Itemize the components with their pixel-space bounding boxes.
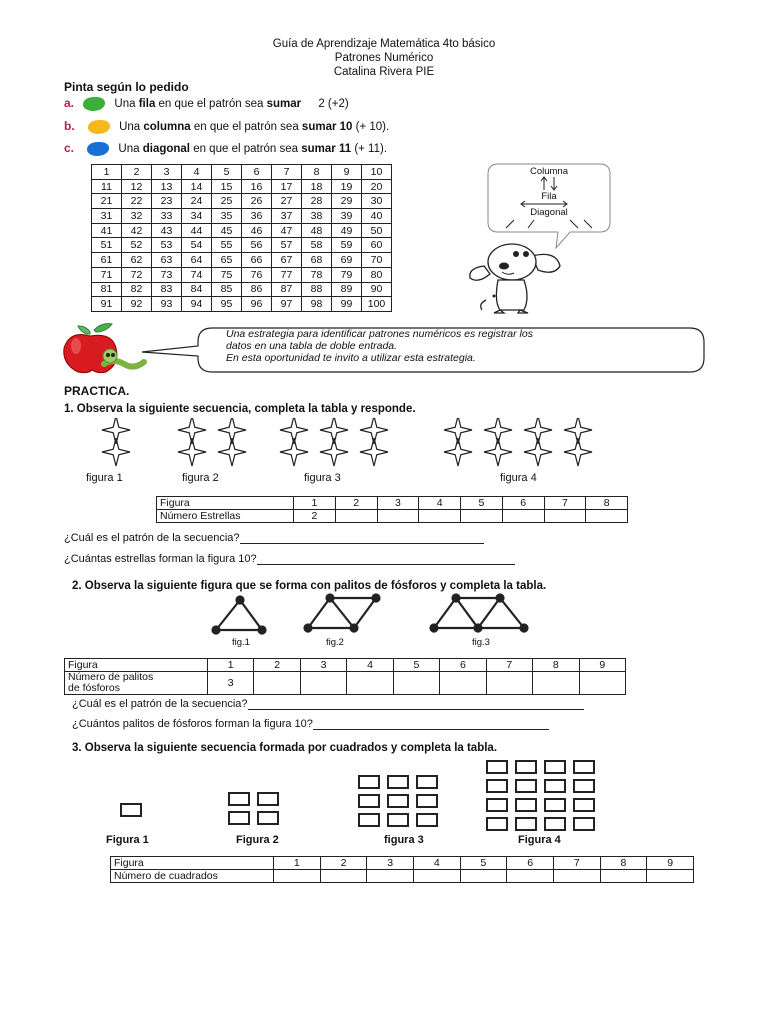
star-sequence xyxy=(96,418,596,468)
grid-cell[interactable]: 27 xyxy=(272,194,302,209)
ex3-title: 3. Observa la siguiente secuencia formada por cuadrados y completa la tabla. xyxy=(72,742,498,754)
grid-cell[interactable]: 71 xyxy=(92,267,122,282)
square-icon xyxy=(387,794,409,808)
grid-cell[interactable]: 13 xyxy=(152,179,182,194)
ex2-title: 2. Observa la siguiente figura que se forma con palitos de fósforos y completa la tabla. xyxy=(72,580,547,592)
paint-item-b: b. Una columna en que el patrón sea sumar 10 (+ 10). xyxy=(64,119,390,133)
grid-cell[interactable]: 29 xyxy=(332,194,362,209)
grid-cell[interactable]: 20 xyxy=(362,179,392,194)
paint-title: Pinta según lo pedido xyxy=(64,80,189,94)
grid-cell[interactable]: 23 xyxy=(152,194,182,209)
ex1-fig4-label: figura 4 xyxy=(500,472,537,484)
grid-cell[interactable]: 16 xyxy=(242,179,272,194)
ex1-fig3-label: figura 3 xyxy=(304,472,341,484)
square-icon xyxy=(515,779,537,793)
grid-cell[interactable]: 58 xyxy=(302,238,332,253)
grid-cell[interactable]: 8 xyxy=(302,165,332,180)
grid-cell[interactable]: 28 xyxy=(302,194,332,209)
grid-cell[interactable]: 31 xyxy=(92,209,122,224)
practica-title: PRACTICA. xyxy=(64,384,130,398)
grid-cell[interactable]: 3 xyxy=(152,165,182,180)
grid-cell[interactable]: 12 xyxy=(122,179,152,194)
grid-cell[interactable]: 98 xyxy=(302,297,332,312)
square-icon xyxy=(358,794,380,808)
ex1-title: 1. Observa la siguiente secuencia, completa la tabla y responde. xyxy=(64,403,416,415)
ex2-q2: ¿Cuántos palitos de fósforos forman la figura 10? xyxy=(72,718,549,730)
grid-cell[interactable]: 57 xyxy=(272,238,302,253)
square-icon xyxy=(573,760,595,774)
grid-cell[interactable]: 21 xyxy=(92,194,122,209)
grid-cell[interactable]: 69 xyxy=(332,253,362,268)
ex2-q1: ¿Cuál es el patrón de la secuencia? xyxy=(72,698,584,710)
grid-cell[interactable]: 52 xyxy=(122,238,152,253)
grid-cell[interactable]: 61 xyxy=(92,253,122,268)
square-icon xyxy=(515,817,537,831)
grid-cell[interactable]: 30 xyxy=(362,194,392,209)
square-icon xyxy=(228,792,250,806)
grid-cell[interactable]: 42 xyxy=(122,223,152,238)
grid-cell[interactable]: 91 xyxy=(92,297,122,312)
square-icon xyxy=(544,798,566,812)
grid-cell[interactable]: 90 xyxy=(362,282,392,297)
grid-cell[interactable]: 41 xyxy=(92,223,122,238)
grid-cell[interactable]: 18 xyxy=(302,179,332,194)
grid-cell[interactable]: 89 xyxy=(332,282,362,297)
grid-cell[interactable]: 36 xyxy=(242,209,272,224)
square-icon xyxy=(416,775,438,789)
grid-cell[interactable]: 9 xyxy=(332,165,362,180)
grid-cell[interactable]: 78 xyxy=(302,267,332,282)
grid-cell[interactable]: 75 xyxy=(212,267,242,282)
ex1-answer2-line[interactable] xyxy=(257,564,515,565)
grid-cell[interactable]: 85 xyxy=(212,282,242,297)
grid-cell[interactable]: 43 xyxy=(152,223,182,238)
square-icon xyxy=(387,813,409,827)
grid-cell[interactable]: 87 xyxy=(272,282,302,297)
green-paint-icon xyxy=(83,97,105,111)
grid-cell[interactable]: 92 xyxy=(122,297,152,312)
grid-cell[interactable]: 99 xyxy=(332,297,362,312)
grid-cell[interactable]: 56 xyxy=(242,238,272,253)
ex2-answer2-line[interactable] xyxy=(313,729,549,730)
paint-item-c: c. Una diagonal en que el patrón sea sumar 11 (+ 11). xyxy=(64,141,388,155)
grid-cell[interactable]: 44 xyxy=(182,223,212,238)
doc-author: Catalina Rivera PIE xyxy=(333,66,435,78)
grid-cell[interactable]: 96 xyxy=(242,297,272,312)
grid-cell[interactable]: 62 xyxy=(122,253,152,268)
ex2-fig2-label: fig.2 xyxy=(326,637,344,648)
grid-cell[interactable]: 83 xyxy=(152,282,182,297)
square-icon xyxy=(228,811,250,825)
blue-paint-icon xyxy=(87,142,109,156)
square-icon xyxy=(486,760,508,774)
square-icon xyxy=(544,817,566,831)
grid-cell[interactable]: 10 xyxy=(362,165,392,180)
grid-cell[interactable]: 79 xyxy=(332,267,362,282)
label-fila: Fila xyxy=(541,191,557,202)
grid-cell[interactable]: 35 xyxy=(212,209,242,224)
ex3-fig4-label: Figura 4 xyxy=(518,834,561,846)
grid-cell[interactable]: 88 xyxy=(302,282,332,297)
ex1-cell[interactable] xyxy=(335,510,377,523)
grid-cell[interactable]: 82 xyxy=(122,282,152,297)
grid-cell[interactable]: 51 xyxy=(92,238,122,253)
square-icon xyxy=(257,811,279,825)
ex1-fig1-label: figura 1 xyxy=(86,472,123,484)
grid-cell[interactable]: 7 xyxy=(272,165,302,180)
square-icon xyxy=(387,775,409,789)
grid-cell[interactable]: 5 xyxy=(212,165,242,180)
ex2-table: Figura 1 2 3 4 5 6 7 8 9 Número de palitos de fósforos 3 xyxy=(64,658,626,695)
label-columna: Columna xyxy=(529,166,569,177)
hundred-grid xyxy=(91,164,392,312)
grid-cell[interactable]: 77 xyxy=(272,267,302,282)
grid-cell[interactable]: 26 xyxy=(242,194,272,209)
square-icon xyxy=(486,798,508,812)
grid-cell[interactable]: 14 xyxy=(182,179,212,194)
grid-cell[interactable]: 19 xyxy=(332,179,362,194)
grid-cell[interactable]: 24 xyxy=(182,194,212,209)
square-icon xyxy=(358,813,380,827)
ex3-fig2-label: Figura 2 xyxy=(236,834,279,846)
grid-cell[interactable]: 97 xyxy=(272,297,302,312)
square-icon xyxy=(416,813,438,827)
square-icon xyxy=(573,817,595,831)
grid-cell[interactable]: 54 xyxy=(182,238,212,253)
grid-cell[interactable]: 65 xyxy=(212,253,242,268)
grid-cell[interactable]: 76 xyxy=(242,267,272,282)
grid-cell[interactable]: 2 xyxy=(122,165,152,180)
grid-cell[interactable]: 59 xyxy=(332,238,362,253)
grid-cell[interactable]: 73 xyxy=(152,267,182,282)
grid-cell[interactable]: 37 xyxy=(272,209,302,224)
grid-cell[interactable]: 95 xyxy=(212,297,242,312)
square-icon xyxy=(515,798,537,812)
grid-cell[interactable]: 39 xyxy=(332,209,362,224)
grid-cell[interactable]: 74 xyxy=(182,267,212,282)
grid-cell[interactable]: 38 xyxy=(302,209,332,224)
grid-cell[interactable]: 60 xyxy=(362,238,392,253)
doc-title: Guía de Aprendizaje Matemática 4to básico xyxy=(272,38,496,50)
paint-item-a: a. Una fila en que el patrón sea sumar 2 (+2) xyxy=(64,96,349,110)
grid-cell[interactable]: 33 xyxy=(152,209,182,224)
dog-mascot-icon xyxy=(464,236,568,316)
grid-cell[interactable]: 45 xyxy=(212,223,242,238)
square-icon xyxy=(486,779,508,793)
square-icon xyxy=(573,779,595,793)
grid-cell[interactable]: 11 xyxy=(92,179,122,194)
square-icon xyxy=(573,798,595,812)
square-icon xyxy=(120,803,142,817)
grid-cell[interactable]: 93 xyxy=(152,297,182,312)
grid-cell[interactable]: 55 xyxy=(212,238,242,253)
grid-cell[interactable]: 1 xyxy=(92,165,122,180)
grid-cell[interactable]: 66 xyxy=(242,253,272,268)
grid-cell[interactable]: 84 xyxy=(182,282,212,297)
grid-cell[interactable]: 86 xyxy=(242,282,272,297)
matchstick-figures xyxy=(204,588,564,636)
grid-cell[interactable]: 34 xyxy=(182,209,212,224)
square-icon xyxy=(416,794,438,808)
ex2-fig3-label: fig.3 xyxy=(472,637,490,648)
yellow-paint-icon xyxy=(88,120,110,134)
grid-cell[interactable]: 22 xyxy=(122,194,152,209)
ex2-cell[interactable] xyxy=(254,672,300,695)
ex3-fig3-label: figura 3 xyxy=(384,834,424,846)
grid-cell[interactable]: 94 xyxy=(182,297,212,312)
square-icon xyxy=(515,760,537,774)
ex1-fig2-label: figura 2 xyxy=(182,472,219,484)
ex1-q2: ¿Cuántas estrellas forman la figura 10? xyxy=(64,553,515,565)
ex1-answer1-line[interactable] xyxy=(240,543,484,544)
grid-cell[interactable]: 53 xyxy=(152,238,182,253)
grid-cell[interactable]: 49 xyxy=(332,223,362,238)
grid-cell[interactable]: 46 xyxy=(242,223,272,238)
ex2-fig1-label: fig.1 xyxy=(232,637,250,648)
grid-cell[interactable]: 47 xyxy=(272,223,302,238)
grid-cell[interactable]: 64 xyxy=(182,253,212,268)
grid-cell[interactable]: 100 xyxy=(362,297,392,312)
ex3-fig1-label: Figura 1 xyxy=(106,834,149,846)
apple-worm-icon xyxy=(54,320,150,376)
grid-cell[interactable]: 40 xyxy=(362,209,392,224)
strategy-text: Una estrategia para identificar patrones numéricos es registrar los datos en una tabla de doble entrada. En esta oportunidad te invito a utilizar esta estrategia. xyxy=(226,328,533,364)
grid-cell[interactable]: 6 xyxy=(242,165,272,180)
square-icon xyxy=(486,817,508,831)
grid-cell[interactable]: 48 xyxy=(302,223,332,238)
grid-cell[interactable]: 25 xyxy=(212,194,242,209)
grid-cell[interactable]: 32 xyxy=(122,209,152,224)
grid-cell[interactable]: 80 xyxy=(362,267,392,282)
grid-cell[interactable]: 81 xyxy=(92,282,122,297)
grid-cell[interactable]: 70 xyxy=(362,253,392,268)
grid-cell[interactable]: 72 xyxy=(122,267,152,282)
grid-cell[interactable]: 50 xyxy=(362,223,392,238)
grid-cell[interactable]: 17 xyxy=(272,179,302,194)
label-diagonal: Diagonal xyxy=(530,207,568,218)
doc-subtitle: Patrones Numérico xyxy=(334,52,434,64)
ex1-q1: ¿Cuál es el patrón de la secuencia? xyxy=(64,532,484,544)
grid-cell[interactable]: 15 xyxy=(212,179,242,194)
grid-cell[interactable]: 68 xyxy=(302,253,332,268)
ex3-cell[interactable] xyxy=(274,870,321,883)
ex1-table: Figura 1 2 3 4 5 6 7 8 Número Estrellas 2 xyxy=(156,496,628,523)
grid-cell[interactable]: 67 xyxy=(272,253,302,268)
square-icon xyxy=(257,792,279,806)
grid-cell[interactable]: 4 xyxy=(182,165,212,180)
square-icon xyxy=(358,775,380,789)
grid-cell[interactable]: 63 xyxy=(152,253,182,268)
square-icon xyxy=(544,779,566,793)
ex2-answer1-line[interactable] xyxy=(248,709,584,710)
ex3-table: Figura 1 2 3 4 5 6 7 8 9 Número de cuadrados xyxy=(110,856,694,883)
square-icon xyxy=(544,760,566,774)
